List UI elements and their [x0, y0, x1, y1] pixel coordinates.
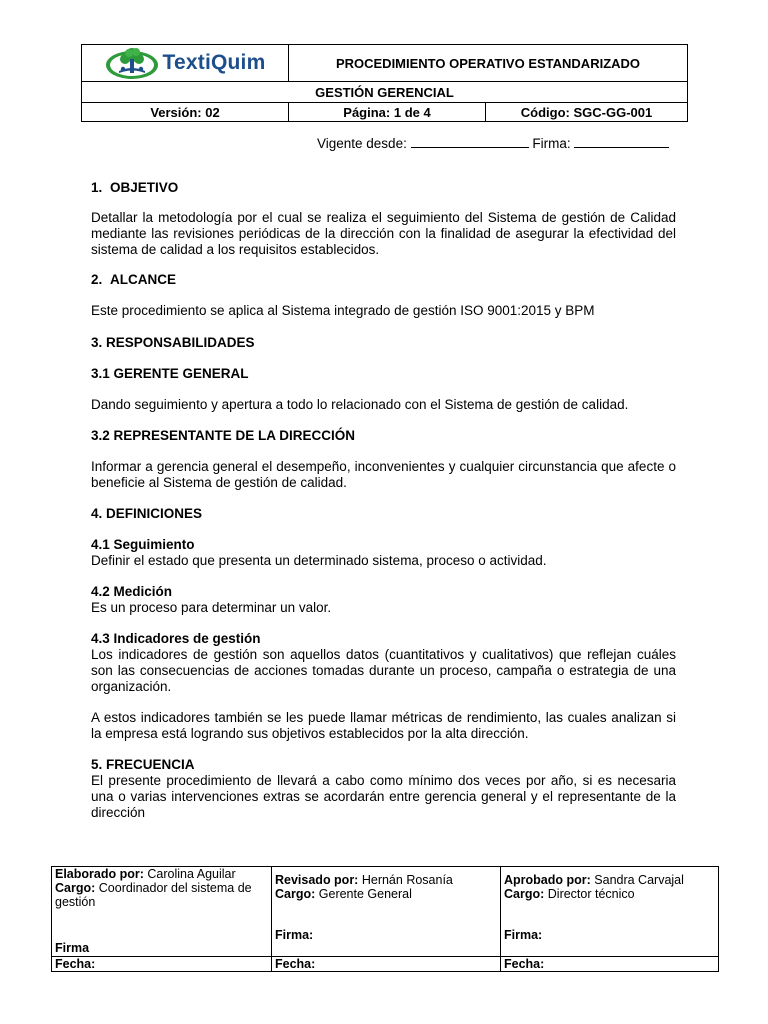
firma-label: Firma:	[504, 928, 543, 942]
definition-text: Los indicadores de gestión son aquellos datos (cuantitativos y cualitativos) que reflejan cuáles son las consecuencias de acciones tomadas durante un proceso, campaña o estrategia de una organización.	[91, 647, 676, 694]
firma-label: Firma	[55, 941, 90, 955]
validity-line	[317, 136, 669, 151]
revisado-cargo: Gerente General	[318, 887, 412, 901]
document-body	[91, 180, 676, 821]
elaborado-cargo: Coordinador del sistema de gestión	[55, 881, 252, 909]
aprobado-cell	[501, 867, 719, 957]
vigente-label: Vigente desde:	[317, 136, 407, 151]
firma-label: Firma:	[532, 136, 571, 151]
definition-term: 4.1 Seguimiento	[91, 537, 195, 552]
section-heading: 3.2 REPRESENTANTE DE LA DIRECCIÓN	[91, 428, 356, 443]
company-logo	[82, 45, 288, 81]
tree-logo-icon	[105, 45, 159, 81]
aprobado-cargo: Director técnico	[547, 887, 635, 901]
section-heading: 3. RESPONSABILIDADES	[91, 335, 255, 350]
aprobado-name: Sandra Carvajal	[594, 873, 684, 887]
document-subtitle: GESTIÓN GERENCIAL	[82, 82, 688, 103]
section-paragraph: Detallar la metodología por el cual se realiza el seguimiento del Sistema de gestión de Calidad mediante las revisiones periódicas de la dirección con la finalidad de asegurar la efectividad del sistema de calidad a los requisitos establecidos.	[91, 210, 676, 257]
logo-text: TextiQuim	[162, 51, 266, 74]
section-paragraph: Dando seguimiento y apertura a todo lo relacionado con el Sistema de gestión de calidad.	[91, 397, 629, 412]
aprobado-label: Aprobado por:	[504, 873, 591, 887]
section-heading: 5. FRECUENCIA	[91, 757, 195, 772]
revisado-label: Revisado por:	[275, 873, 359, 887]
definition-text: Es un proceso para determinar un valor.	[91, 600, 332, 615]
revisado-name: Hernán Rosanía	[361, 873, 453, 887]
logo-cell	[82, 45, 289, 82]
elaborado-cell	[52, 867, 272, 957]
section-heading: 2. ALCANCE	[91, 272, 176, 287]
elaborado-label: Elaborado por:	[55, 867, 144, 881]
definition-text: A estos indicadores también se les puede llamar métricas de rendimiento, las cuales analizan si la empresa está logrando sus objetivos establecidos por la alta dirección.	[91, 710, 676, 741]
document-header-table	[81, 44, 688, 122]
fecha-cell: Fecha:	[52, 957, 272, 972]
section-heading: 4. DEFINICIONES	[91, 506, 203, 521]
version-cell: Versión: 02	[82, 103, 289, 122]
section-paragraph: Informar a gerencia general el desempeño, inconvenientes y cualquier circunstancia que afecte o beneficie al Sistema de gestión de calidad.	[91, 459, 676, 490]
cargo-label: Cargo:	[504, 887, 545, 901]
elaborado-name: Carolina Aguilar	[147, 867, 236, 881]
cargo-label: Cargo:	[55, 881, 96, 895]
document-code-cell: Código: SGC-GG-001	[486, 103, 688, 122]
vigente-blank	[411, 136, 529, 148]
fecha-cell: Fecha:	[501, 957, 719, 972]
definition-term: 4.2 Medición	[91, 584, 173, 599]
definition-term: 4.3 Indicadores de gestión	[91, 631, 261, 646]
approval-table	[51, 866, 719, 972]
revisado-cell	[272, 867, 501, 957]
section-paragraph: Este procedimiento se aplica al Sistema integrado de gestión ISO 9001:2015 y BPM	[91, 303, 595, 318]
firma-blank	[574, 136, 669, 148]
fecha-cell: Fecha:	[272, 957, 501, 972]
section-heading: 3.1 GERENTE GENERAL	[91, 366, 249, 381]
document-title: PROCEDIMIENTO OPERATIVO ESTANDARIZADO	[289, 45, 688, 82]
definition-text: Definir el estado que presenta un determinado sistema, proceso o actividad.	[91, 553, 547, 568]
firma-label: Firma:	[275, 928, 314, 942]
section-paragraph: El presente procedimiento de llevará a cabo como mínimo dos veces por año, si es necesaria una o varias intervenciones extras se acordarán entre gerencia general y el representante de la dirección	[91, 773, 676, 820]
section-heading: 1. OBJETIVO	[91, 180, 179, 195]
page-number-cell: Página: 1 de 4	[289, 103, 486, 122]
cargo-label: Cargo:	[275, 887, 316, 901]
